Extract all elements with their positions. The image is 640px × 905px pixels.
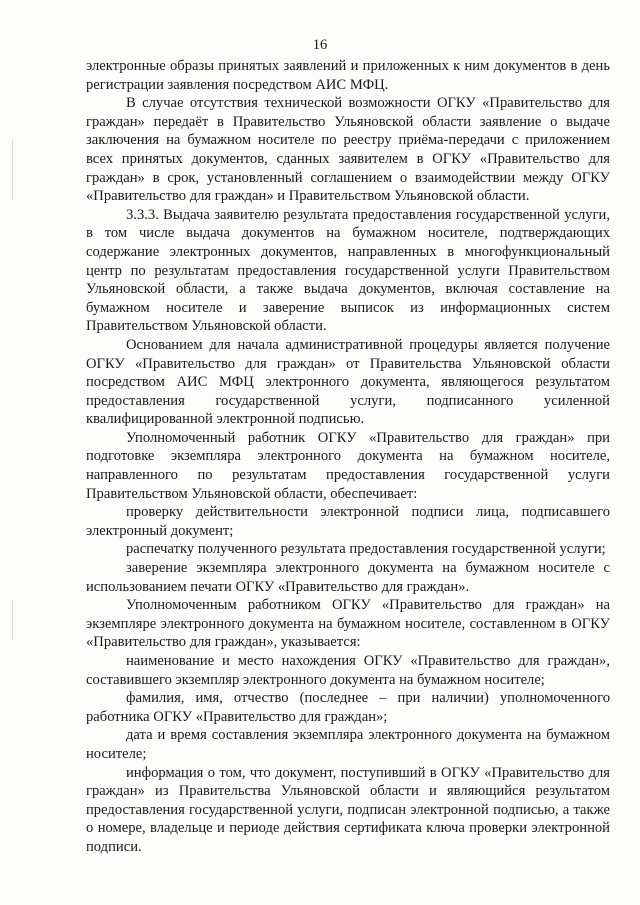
paragraph-section-3-3-3: 3.3.3. Выдача заявителю результата предоставления государственной услуги, в том числе выдача документов на бумажном носителе, подтверждающих содержание электронных документов, направленных в многофункциональный центр по результатам предоставления государственной услуги Правительством Ульяновской области, а также выдача документов, включая составление на бумажном носителе и заверение выписок из информационных систем Правительством Ульяновской области. xyxy=(86,206,610,335)
paragraph: В случае отсутствия технической возможности ОГКУ «Правительство для граждан» передаёт в Правительство Ульяновской области заявление о выдаче заключения на бумажном носителе по реестру приёма-передачи с приложением всех принятых документов, сданных заявителем в ОГКУ «Правительство для граждан» в срок, установленный соглашением о взаимодействии между ОГКУ «Правительство для граждан» и Правительством Ульяновской области. xyxy=(86,95,610,205)
paragraph: Основанием для начала административной процедуры является получение ОГКУ «Правительство для граждан» от Правительства Ульяновской области посредством АИС МФЦ электронного документа, являющегося результатом предоставления государственной услуги, подписанного усиленной квалифицированной электронной подписью. xyxy=(86,336,610,428)
list-item: фамилия, имя, отчество (последнее – при наличии) уполномоченного работника ОГКУ «Правительство для граждан»; xyxy=(86,690,610,725)
list-item: дата и время составления экземпляра электронного документа на бумажном носителе; xyxy=(86,727,610,762)
list-item: заверение экземпляра электронного документа на бумажном носителе с использованием печати ОГКУ «Правительство для граждан». xyxy=(86,560,610,595)
scan-edge-mark xyxy=(12,600,13,640)
scan-edge-mark xyxy=(12,140,13,200)
paragraph: Уполномоченным работником ОГКУ «Правительство для граждан» на экземпляре электронного документа на бумажном носителе, составленном в ОГКУ «Правительство для граждан», указывается: xyxy=(86,597,610,651)
page-number: 16 xyxy=(312,37,328,53)
list-item: информация о том, что документ, поступивший в ОГКУ «Правительство для граждан» из Правительства Ульяновской области и являющийся результатом предоставления государственной услуги, подписан электронной подписью, а также о номере, владельце и периоде действия сертификата ключа проверки электронной подписи. xyxy=(86,764,610,855)
paragraph-continuation: электронные образы принятых заявлений и приложенных к ним документов в день регистрации заявления посредством АИС МФЦ. xyxy=(86,58,610,93)
list-item: наименование и место нахождения ОГКУ «Правительство для граждан», составившего экземпляр электронного документа на бумажном носителе; xyxy=(86,653,610,688)
paragraph: Уполномоченный работник ОГКУ «Правительство для граждан» при подготовке экземпляра электронного документа на бумажном носителе, направленного по результатам предоставления государственной услуги Правительством Ульяновской области, обеспечивает: xyxy=(86,429,610,502)
list-item: проверку действительности электронной подписи лица, подписавшего электронный документ; xyxy=(86,504,610,539)
list-item: распечатку полученного результата предоставления государственной услуги; xyxy=(126,541,606,558)
document-body xyxy=(86,57,610,857)
